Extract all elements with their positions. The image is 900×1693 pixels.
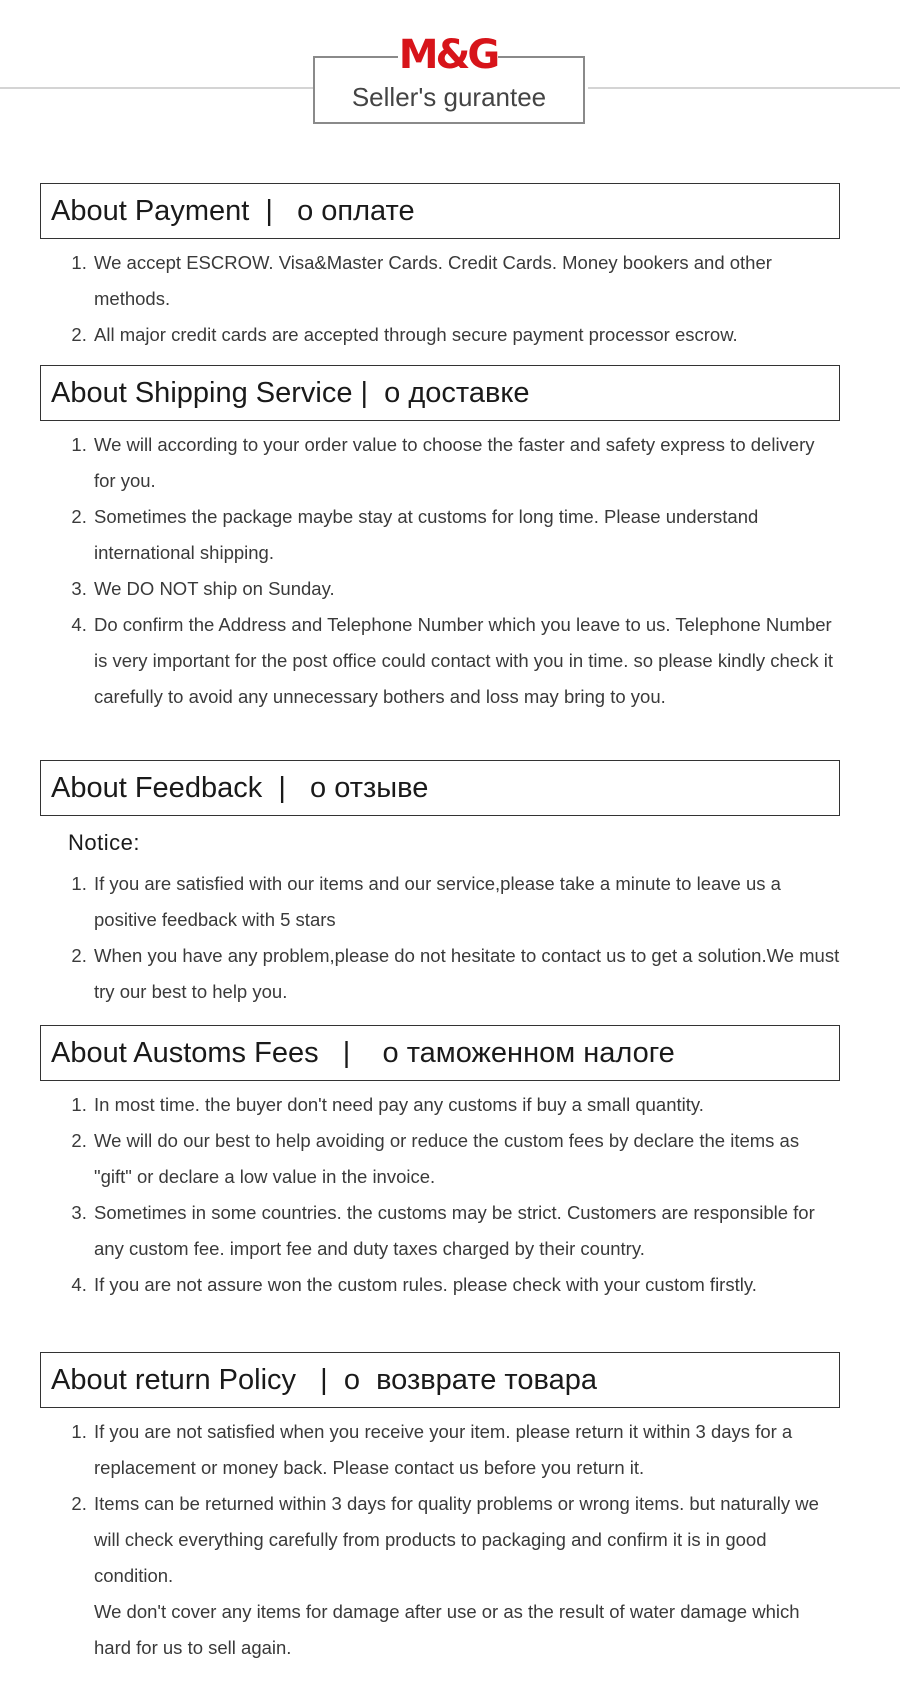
list-item: 3. We DO NOT ship on Sunday. xyxy=(92,571,840,607)
list-item: 3. Sometimes in some countries. the customs may be strict. Customers are responsible for any custom fee. import fee and duty taxes charged by their country. xyxy=(92,1195,840,1267)
customs-section xyxy=(40,1025,840,1303)
return-section xyxy=(40,1352,840,1666)
return-heading: About return Policy | о возврате товара xyxy=(40,1352,840,1408)
header-rule-right xyxy=(588,87,900,89)
shipping-list xyxy=(40,427,840,715)
brand-logo: M&G xyxy=(398,32,498,78)
guarantee-title: Seller's gurantee xyxy=(351,82,547,112)
feedback-heading: About Feedback | о отзыве xyxy=(40,760,840,816)
list-item: 1. We accept ESCROW. Visa&Master Cards. Credit Cards. Money bookers and other methods. xyxy=(92,245,840,317)
list-item xyxy=(92,1486,840,1666)
list-item: 2. We will do our best to help avoiding or reduce the custom fees by declare the items as "gift" or declare a low value in the invoice. xyxy=(92,1123,840,1195)
notice-label: Notice: xyxy=(68,830,140,855)
customs-list xyxy=(40,1087,840,1303)
payment-list xyxy=(40,245,840,353)
list-item-text: Items can be returned within 3 days for quality problems or wrong items. but naturally we will check everything carefully from products to packaging and confirm it is in good condition. xyxy=(94,1493,819,1586)
list-item: 2. When you have any problem,please do not hesitate to contact us to get a solution.We must try our best to help you. xyxy=(92,938,840,1010)
damage-note: We don't cover any items for damage after use or as the result of water damage which hard for us to sell again. xyxy=(94,1601,800,1658)
list-item: 1. We will according to your order value to choose the faster and safety express to delivery for you. xyxy=(92,427,840,499)
payment-section xyxy=(40,183,840,353)
header-rule-left xyxy=(0,87,315,89)
list-item: 4. Do confirm the Address and Telephone Number which you leave to us. Telephone Number is very important for the post office could contact with you in time. so please kindly check it carefully to avoid any unnecessary bothers and loss may bring to you. xyxy=(92,607,840,715)
list-item: 1. In most time. the buyer don't need pay any customs if buy a small quantity. xyxy=(92,1087,840,1123)
feedback-section xyxy=(40,760,840,1010)
list-item: 2. Sometimes the package maybe stay at customs for long time. Please understand international shipping. xyxy=(92,499,840,571)
payment-heading: About Payment | о оплате xyxy=(40,183,840,239)
list-item: 4. If you are not assure won the custom rules. please check with your custom firstly. xyxy=(92,1267,840,1303)
list-item: 2. All major credit cards are accepted through secure payment processor escrow. xyxy=(92,317,840,353)
list-item: 1. If you are not satisfied when you receive your item. please return it within 3 days for a replacement or money back. Please contact us before you return it. xyxy=(92,1414,840,1486)
return-list xyxy=(40,1414,840,1666)
shipping-section xyxy=(40,365,840,715)
feedback-list xyxy=(40,866,840,1010)
list-item: 1. If you are satisfied with our items and our service,please take a minute to leave us a positive feedback with 5 stars xyxy=(92,866,840,938)
shipping-heading: About Shipping Service | о доставке xyxy=(40,365,840,421)
customs-heading: About Austoms Fees | о таможенном налоге xyxy=(40,1025,840,1081)
